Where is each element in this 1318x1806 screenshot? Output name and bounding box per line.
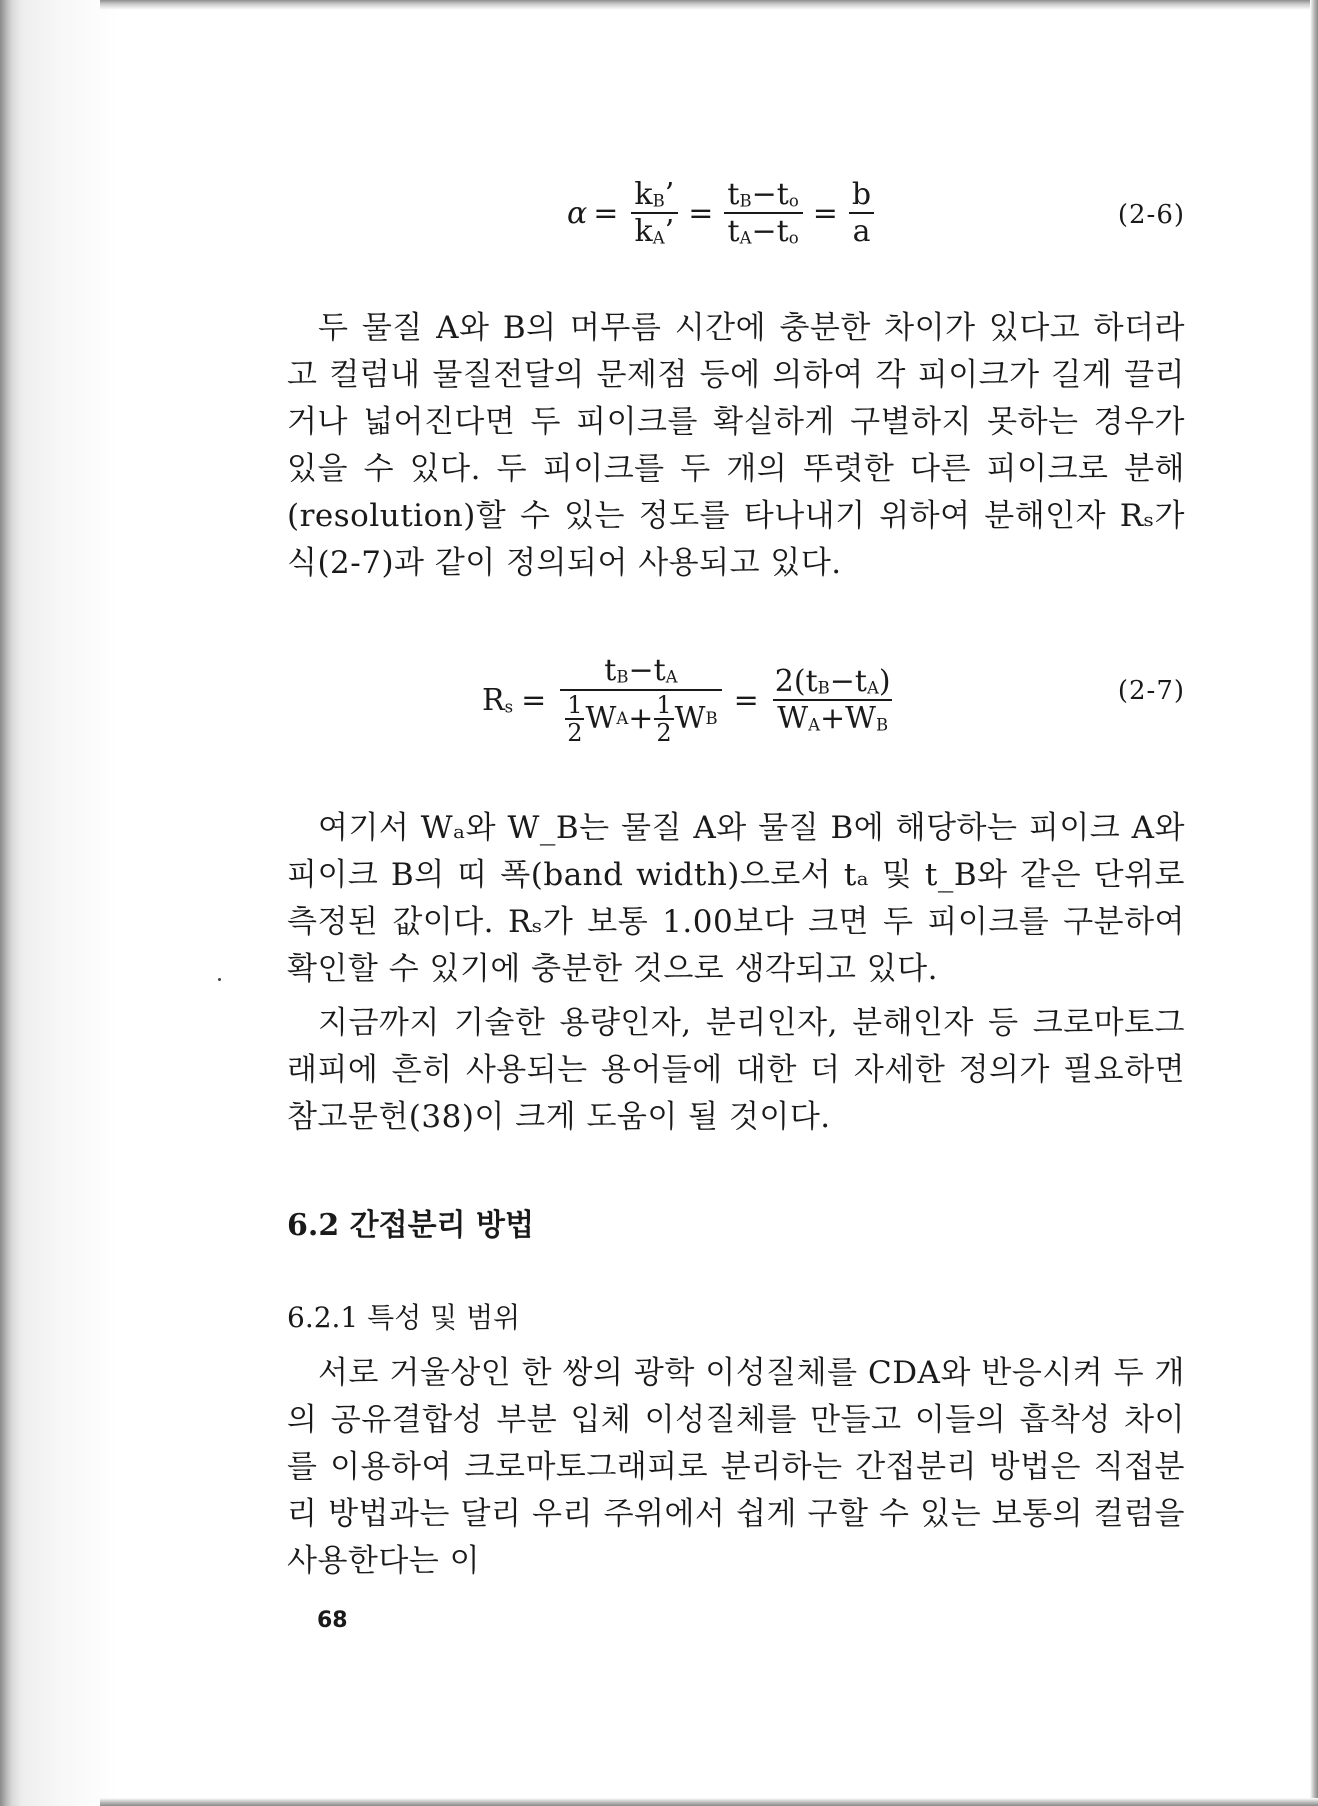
paragraph-resolution-intro: 두 물질 A와 B의 머무름 시간에 충분한 차이가 있다고 하더라고 컬럼내 물질전달의 문제점 등에 의하여 각 피이크가 길게 끌리거나 넓어진다면 두 피이크를 확실하게 구별하지 못하는 경우가 있을 수 있다. 두 피이크를 두 개의 뚜렷한 다른 피이크로 분해(resolution)할 수 있는 정도를 타나내기 위하여 분해인자 Rₛ가 식(2-7)과 같이 정의되어 사용되고 있다.	[287, 310, 1185, 581]
section-heading: 6.2 간접분리 방법	[287, 1208, 534, 1243]
equals-sign: =	[812, 195, 838, 231]
page-content	[287, 0, 1185, 1806]
fraction-resolution: $t_B-t_A$ $\frac{1}{2}$ W A + $\frac{1}{2}$ W B	[560, 655, 721, 745]
subsection-heading: 6.2.1 특성 및 범위	[287, 1301, 521, 1334]
equals-sign: =	[688, 195, 714, 231]
equals-sign: =	[593, 195, 619, 231]
page-edge-right	[1310, 0, 1318, 1806]
alpha-symbol: α	[567, 195, 588, 231]
equation-2-6	[287, 178, 1185, 248]
page-number: 68	[317, 1608, 348, 1633]
paragraph-indirect-separation: 서로 거울상인 한 쌍의 광학 이성질체를 CDA와 반응시켜 두 개의 공유결합성 부분 입체 이성질체를 만들고 이들의 흡착성 차이를 이용하여 크로마토그래피로 분리하는 간접분리 방법은 직접분리 방법과는 달리 우리 주위에서 쉽게 구할 수 있는 보통의 컬럼을 사용한다는 이	[287, 1355, 1185, 1579]
fraction-ba: $\frac{b}{a}$	[848, 179, 875, 248]
equals-sign: =	[733, 682, 759, 718]
half-fraction: $\frac{1}{2}$	[567, 690, 583, 747]
paragraph-terminology: 지금까지 기술한 용량인자, 분리인자, 분해인자 등 크로마토그래피에 흔히 사용되는 용어들에 대한 더 자세한 정의가 필요하면 참고문헌(38)이 크게 도움이 될 것이다.	[287, 1005, 1185, 1135]
equation-number: (2-6)	[1117, 200, 1185, 230]
paragraph-band-width: 여기서 Wₐ와 W_B는 물질 A와 물질 B에 해당하는 피이크 A와 피이크 B의 띠 폭(band width)으로서 tₐ 및 t_B와 같은 단위로 측정된 값이다. Rₛ가 보통 1.00보다 크면 두 피이크를 구분하여 확인할 수 있기에 충분한 것으로 생각되고 있다.	[287, 810, 1185, 987]
fraction-t: $\frac{t_B-t_o}{t_A-t_o}$	[723, 179, 802, 248]
stray-mark	[218, 978, 221, 981]
equation-number: (2-7)	[1117, 676, 1185, 706]
fraction-k: $\frac{k_B’}{k_A’}$	[630, 179, 678, 248]
r-s-symbol: $R_s$	[482, 682, 514, 718]
fraction-simplified: $\frac{2(t_B-t_A)}{W_A+W_B}$	[774, 663, 891, 736]
equals-sign: =	[521, 682, 547, 718]
page-edge-shadow	[0, 0, 118, 1806]
equation-2-7	[287, 650, 1185, 750]
half-fraction: $\frac{1}{2}$	[656, 690, 672, 747]
